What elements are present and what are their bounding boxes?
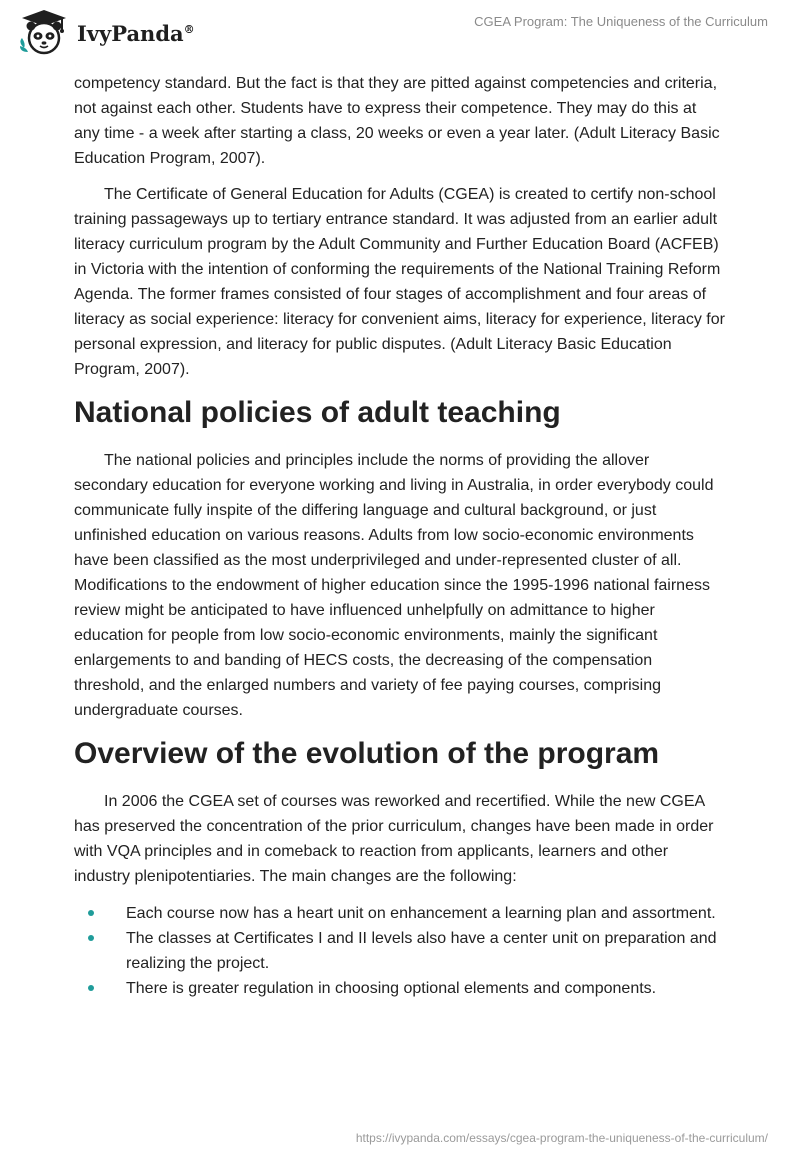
section-heading-program-evolution: Overview of the evolution of the program <box>74 737 660 770</box>
list-item <box>74 901 726 926</box>
registered-mark: ® <box>183 22 195 36</box>
section-heading-national-policies: National policies of adult teaching <box>74 396 561 429</box>
document-title: CGEA Program: The Uniqueness of the Curriculum <box>474 14 768 29</box>
essay-content <box>74 71 726 1001</box>
list-item-text: The classes at Certificates I and II levels also have a center unit on preparation and realizing the project. <box>126 930 717 972</box>
list-item <box>74 976 726 1001</box>
bullet-icon <box>88 910 94 916</box>
paragraph-1: competency standard. But the fact is that they are pitted against competencies and criteria, not against each other. Students have to express their competence. They may do this at any time - a week after starting a class, 20 weeks or even a year later. (Adult Literacy Basic Education Program, 2007). <box>74 75 720 167</box>
paragraph-2: The Certificate of General Education for Adults (CGEA) is created to certify non-school training passageways up to tertiary entrance standard. It was adjusted from an earlier adult literacy curriculum program by the Adult Community and Further Education Board (ACFEB) in Victoria with the intention of conforming the requirements of the National Training Reform Agenda. The former frames consisted of four stages of accomplishment and four areas of literacy as social experience: literacy for convenient aims, literacy for experience, literacy for personal expression, and literacy for public disputes. (Adult Literacy Basic Education Program, 2007). <box>74 186 725 378</box>
ivypanda-logo[interactable] <box>14 8 195 56</box>
bullet-icon <box>88 935 94 941</box>
list-item-text: There is greater regulation in choosing optional elements and components. <box>126 980 657 997</box>
panda-graduate-icon <box>14 8 74 56</box>
paragraph-4: In 2006 the CGEA set of courses was reworked and recertified. While the new CGEA has preserved the concentration of the prior curriculum, changes have been made in order with VQA principles and in comeback to reaction from applicants, learners and other industry plenipotentiaries. The main changes are the following: <box>74 793 714 885</box>
source-url[interactable]: https://ivypanda.com/essays/cgea-program-the-uniqueness-of-the-curriculum/ <box>355 1131 768 1145</box>
changes-list <box>74 901 726 1001</box>
paragraph-3: The national policies and principles include the norms of providing the allover secondary education for everyone working and living in Australia, in order everybody could communicate fully inspite of the differing language and cultural background, or just unfinished education on various reasons. Adults from low socio-economic environments have been classified as the most underprivileged and under-represented cluster of all. Modifications to the endowment of higher education since the 1995-1996 national fairness review might be anticipated to have influenced unhelpfully on admittance to higher education for people from low socio-economic environments, mainly the significant enlargements to and banding of HECS costs, the decreasing of the compensation threshold, and the enlarged numbers and variety of fee paying courses, comprising undergraduate courses. <box>74 452 714 719</box>
brand-name: IvyPanda® <box>77 20 195 46</box>
list-item-text: Each course now has a heart unit on enhancement a learning plan and assortment. <box>126 905 716 922</box>
bullet-icon <box>88 985 94 991</box>
page-header <box>0 0 800 60</box>
list-item <box>74 926 726 976</box>
